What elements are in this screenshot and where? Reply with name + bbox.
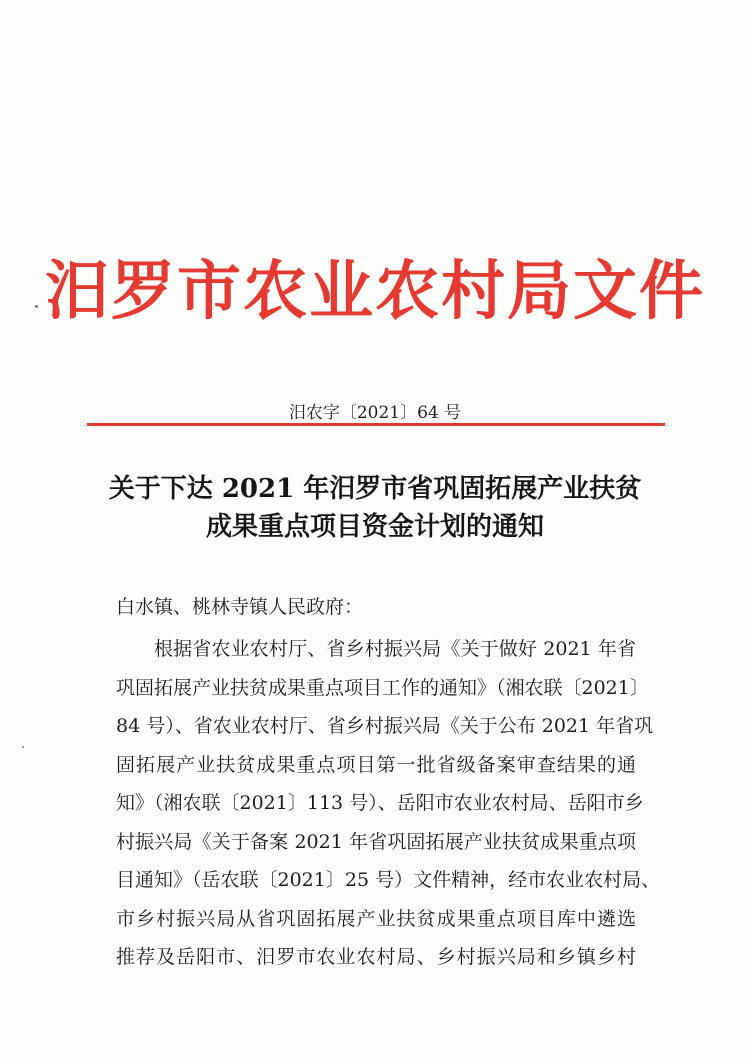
body-line: 市乡村振兴局从省巩固拓展产业扶贫成果重点项目库中遴选 [116, 907, 636, 930]
body-line: 知》（湘农联〔2021〕113 号）、岳阳市农业农村局、岳阳市乡 [116, 792, 644, 814]
body-line: 84 号）、省农业农村厅、省乡村振兴局《关于公布 2021 年省巩 [116, 715, 654, 737]
red-divider-line [87, 423, 665, 426]
notice-title [0, 470, 750, 546]
body-line: 根据省农业农村厅、省乡村振兴局《关于做好 2021 年省 [154, 638, 636, 660]
body-line: 目通知》（岳农联〔2021〕25 号）文件精神，经市农业农村局、 [116, 869, 661, 891]
issuer-header-title: 汨罗市农业农村局文件 [45, 254, 705, 329]
addressee: 白水镇、桃林寺镇人民政府： [116, 596, 364, 618]
body-paragraph [116, 630, 661, 977]
scan-speck [35, 305, 38, 308]
body-line: 固拓展产业扶贫成果重点项目第一批省级备案审查结果的通 [116, 753, 636, 776]
document-number: 汨农字〔2021〕64 号 [288, 403, 462, 423]
body-line: 巩固拓展产业扶贫成果重点项目工作的通知》（湘农联〔2021〕 [116, 676, 649, 699]
notice-title-line-1: 关于下达 2021 年汨罗市省巩固拓展产业扶贫 [108, 474, 642, 504]
body-line: 村振兴局《关于备案 2021 年省巩固拓展产业扶贫成果重点项 [116, 830, 636, 853]
body-line: 推荐及岳阳市、汨罗市农业农村局、乡村振兴局和乡镇乡村 [116, 946, 636, 968]
notice-title-line-2: 成果重点项目资金计划的通知 [205, 512, 544, 542]
scan-speck [22, 746, 24, 748]
